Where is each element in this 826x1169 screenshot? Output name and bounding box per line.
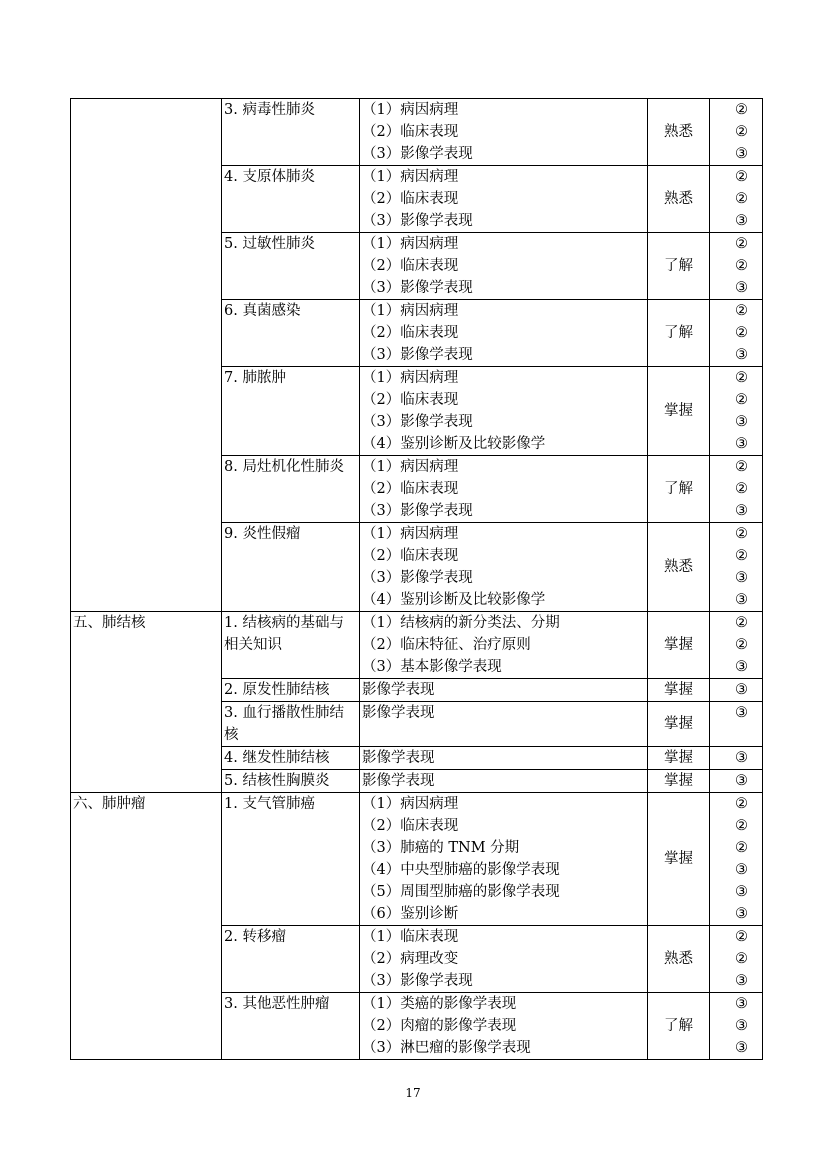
section-cell bbox=[71, 702, 222, 747]
content-item: （1）病因病理 bbox=[362, 236, 459, 252]
topic-cell bbox=[222, 300, 360, 367]
requirement-level: 掌握 bbox=[648, 679, 710, 702]
section-cell bbox=[71, 679, 222, 702]
section-cell bbox=[71, 233, 222, 300]
grade-mark: ② bbox=[735, 370, 748, 386]
grade-mark: ② bbox=[735, 169, 748, 185]
table-row bbox=[71, 926, 763, 993]
grade-cell bbox=[710, 926, 763, 993]
grade-cell bbox=[710, 679, 763, 702]
section-title: 六、肺肿瘤 bbox=[73, 796, 146, 812]
content-item: （3）影像学表现 bbox=[362, 570, 473, 586]
content-item: （3）影像学表现 bbox=[362, 146, 473, 162]
content-item: （3）影像学表现 bbox=[362, 414, 473, 430]
grade-mark: ② bbox=[735, 459, 748, 475]
table-row bbox=[71, 456, 763, 523]
topic-title: 4. 支原体肺炎 bbox=[224, 169, 315, 185]
content-item: （2）临床表现 bbox=[362, 818, 459, 834]
page-number: 17 bbox=[405, 1086, 421, 1100]
grade-mark: ② bbox=[735, 526, 748, 542]
topic-title: 1. 支气管肺癌 bbox=[224, 796, 315, 812]
content-item: （4）中央型肺癌的影像学表现 bbox=[362, 862, 560, 878]
content-cell bbox=[360, 523, 648, 612]
content-cell bbox=[360, 993, 648, 1060]
table-row bbox=[71, 523, 763, 612]
content-cell bbox=[360, 456, 648, 523]
syllabus-table bbox=[70, 98, 763, 1060]
table-row bbox=[71, 770, 763, 793]
content-cell bbox=[360, 367, 648, 456]
requirement-level: 了解 bbox=[648, 993, 710, 1060]
requirement-level: 掌握 bbox=[648, 702, 710, 747]
content-cell bbox=[360, 793, 648, 926]
grade-mark: ② bbox=[735, 102, 748, 118]
topic-title: 5. 结核性胸膜炎 bbox=[224, 773, 330, 789]
content-item: （2）临床表现 bbox=[362, 392, 459, 408]
grade-mark: ② bbox=[735, 258, 748, 274]
topic-cell bbox=[222, 926, 360, 993]
content-item: （1）结核病的新分类法、分期 bbox=[362, 615, 560, 631]
content-item: （2）病理改变 bbox=[362, 951, 459, 967]
grade-mark: ② bbox=[735, 392, 748, 408]
grade-mark: ③ bbox=[735, 146, 748, 162]
topic-cell bbox=[222, 166, 360, 233]
content-item: （1）病因病理 bbox=[362, 526, 459, 542]
requirement-level: 熟悉 bbox=[648, 166, 710, 233]
grade-cell bbox=[710, 99, 763, 166]
grade-cell bbox=[710, 702, 763, 747]
content-cell bbox=[360, 166, 648, 233]
content-item: （3）基本影像学表现 bbox=[362, 659, 502, 675]
section-cell bbox=[71, 770, 222, 793]
grade-mark: ② bbox=[735, 929, 748, 945]
topic-cell bbox=[222, 702, 360, 747]
grade-cell bbox=[710, 770, 763, 793]
grade-mark: ③ bbox=[735, 1040, 748, 1056]
topic-cell bbox=[222, 770, 360, 793]
content-item: 影像学表现 bbox=[362, 682, 435, 698]
content-item: （3）影像学表现 bbox=[362, 347, 473, 363]
content-cell bbox=[360, 770, 648, 793]
section-cell bbox=[71, 367, 222, 456]
grade-mark: ③ bbox=[735, 280, 748, 296]
topic-cell bbox=[222, 679, 360, 702]
requirement-level: 了解 bbox=[648, 300, 710, 367]
section-cell bbox=[71, 456, 222, 523]
grade-mark: ③ bbox=[735, 884, 748, 900]
content-item: （1）病因病理 bbox=[362, 169, 459, 185]
topic-title: 9. 炎性假瘤 bbox=[224, 526, 301, 542]
section-cell bbox=[71, 300, 222, 367]
topic-cell bbox=[222, 456, 360, 523]
content-item: （2）临床表现 bbox=[362, 124, 459, 140]
grade-mark: ② bbox=[735, 951, 748, 967]
requirement-level: 了解 bbox=[648, 233, 710, 300]
content-item: （2）肉瘤的影像学表现 bbox=[362, 1018, 517, 1034]
grade-mark: ② bbox=[735, 191, 748, 207]
grade-mark: ③ bbox=[735, 705, 748, 721]
grade-cell bbox=[710, 747, 763, 770]
content-item: （1）类癌的影像学表现 bbox=[362, 996, 517, 1012]
grade-mark: ③ bbox=[735, 414, 748, 430]
topic-cell bbox=[222, 233, 360, 300]
content-item: 影像学表现 bbox=[362, 773, 435, 789]
content-item: （1）病因病理 bbox=[362, 796, 459, 812]
grade-cell bbox=[710, 993, 763, 1060]
requirement-level: 熟悉 bbox=[648, 926, 710, 993]
table-row bbox=[71, 793, 763, 926]
topic-title: 4. 继发性肺结核 bbox=[224, 750, 330, 766]
table-row bbox=[71, 702, 763, 747]
grade-mark: ② bbox=[735, 818, 748, 834]
grade-mark: ③ bbox=[735, 213, 748, 229]
topic-title: 1. 结核病的基础与相关知识 bbox=[224, 615, 344, 653]
content-item: （1）病因病理 bbox=[362, 102, 459, 118]
content-item: （3）影像学表现 bbox=[362, 973, 473, 989]
grade-cell bbox=[710, 300, 763, 367]
content-item: 影像学表现 bbox=[362, 705, 435, 721]
requirement-level: 熟悉 bbox=[648, 99, 710, 166]
content-item: （2）临床特征、治疗原则 bbox=[362, 637, 531, 653]
content-item: （4）鉴别诊断及比较影像学 bbox=[362, 436, 546, 452]
grade-cell bbox=[710, 166, 763, 233]
requirement-level: 了解 bbox=[648, 456, 710, 523]
grade-mark: ② bbox=[735, 637, 748, 653]
content-cell bbox=[360, 926, 648, 993]
section-cell bbox=[71, 993, 222, 1060]
requirement-level: 熟悉 bbox=[648, 523, 710, 612]
grade-mark: ② bbox=[735, 840, 748, 856]
grade-mark: ③ bbox=[735, 996, 748, 1012]
table-row bbox=[71, 367, 763, 456]
content-cell bbox=[360, 747, 648, 770]
grade-mark: ③ bbox=[735, 347, 748, 363]
topic-title: 7. 肺脓肿 bbox=[224, 370, 286, 386]
grade-cell bbox=[710, 456, 763, 523]
grade-mark: ② bbox=[735, 615, 748, 631]
topic-cell bbox=[222, 99, 360, 166]
grade-mark: ② bbox=[735, 796, 748, 812]
content-item: （2）临床表现 bbox=[362, 548, 459, 564]
content-item: （1）病因病理 bbox=[362, 459, 459, 475]
section-cell bbox=[71, 612, 222, 679]
content-cell bbox=[360, 99, 648, 166]
content-cell bbox=[360, 612, 648, 679]
topic-title: 6. 真菌感染 bbox=[224, 303, 301, 319]
topic-title: 2. 原发性肺结核 bbox=[224, 682, 330, 698]
content-item: 影像学表现 bbox=[362, 750, 435, 766]
content-item: （3）肺癌的 TNM 分期 bbox=[362, 840, 520, 856]
content-item: （2）临床表现 bbox=[362, 481, 459, 497]
grade-mark: ③ bbox=[735, 570, 748, 586]
content-item: （3）影像学表现 bbox=[362, 503, 473, 519]
grade-mark: ② bbox=[735, 303, 748, 319]
section-cell bbox=[71, 166, 222, 233]
grade-mark: ③ bbox=[735, 862, 748, 878]
content-item: （2）临床表现 bbox=[362, 191, 459, 207]
grade-cell bbox=[710, 233, 763, 300]
requirement-level: 掌握 bbox=[648, 747, 710, 770]
table-row bbox=[71, 233, 763, 300]
grade-mark: ③ bbox=[735, 436, 748, 452]
content-item: （6）鉴别诊断 bbox=[362, 906, 459, 922]
content-item: （3）影像学表现 bbox=[362, 280, 473, 296]
grade-mark: ③ bbox=[735, 682, 748, 698]
grade-mark: ② bbox=[735, 548, 748, 564]
section-cell bbox=[71, 793, 222, 926]
topic-title: 5. 过敏性肺炎 bbox=[224, 236, 315, 252]
grade-cell bbox=[710, 523, 763, 612]
topic-title: 8. 局灶机化性肺炎 bbox=[224, 459, 344, 475]
content-item: （4）鉴别诊断及比较影像学 bbox=[362, 592, 546, 608]
table-row bbox=[71, 993, 763, 1060]
section-cell bbox=[71, 99, 222, 166]
content-item: （3）影像学表现 bbox=[362, 213, 473, 229]
content-item: （1）病因病理 bbox=[362, 303, 459, 319]
table-row bbox=[71, 300, 763, 367]
content-cell bbox=[360, 233, 648, 300]
content-cell bbox=[360, 679, 648, 702]
section-title: 五、肺结核 bbox=[73, 615, 146, 631]
grade-mark: ③ bbox=[735, 659, 748, 675]
topic-title: 2. 转移瘤 bbox=[224, 929, 286, 945]
table-row bbox=[71, 99, 763, 166]
topic-title: 3. 病毒性肺炎 bbox=[224, 102, 315, 118]
table-row bbox=[71, 747, 763, 770]
requirement-level: 掌握 bbox=[648, 612, 710, 679]
table-row bbox=[71, 679, 763, 702]
grade-mark: ② bbox=[735, 325, 748, 341]
grade-mark: ③ bbox=[735, 973, 748, 989]
requirement-level: 掌握 bbox=[648, 770, 710, 793]
grade-mark: ③ bbox=[735, 906, 748, 922]
topic-cell bbox=[222, 793, 360, 926]
requirement-level: 掌握 bbox=[648, 793, 710, 926]
section-cell bbox=[71, 523, 222, 612]
table-row bbox=[71, 166, 763, 233]
section-cell bbox=[71, 926, 222, 993]
content-item: （2）临床表现 bbox=[362, 325, 459, 341]
content-item: （1）临床表现 bbox=[362, 929, 459, 945]
grade-cell bbox=[710, 367, 763, 456]
section-cell bbox=[71, 747, 222, 770]
content-item: （3）淋巴瘤的影像学表现 bbox=[362, 1040, 531, 1056]
content-cell bbox=[360, 702, 648, 747]
grade-mark: ③ bbox=[735, 750, 748, 766]
table-body bbox=[71, 99, 763, 1060]
grade-mark: ② bbox=[735, 124, 748, 140]
content-item: （1）病因病理 bbox=[362, 370, 459, 386]
grade-mark: ③ bbox=[735, 773, 748, 789]
topic-title: 3. 其他恶性肿瘤 bbox=[224, 996, 330, 1012]
grade-mark: ② bbox=[735, 481, 748, 497]
topic-cell bbox=[222, 747, 360, 770]
grade-cell bbox=[710, 793, 763, 926]
table-row bbox=[71, 612, 763, 679]
topic-cell bbox=[222, 612, 360, 679]
grade-mark: ③ bbox=[735, 1018, 748, 1034]
content-item: （5）周围型肺癌的影像学表现 bbox=[362, 884, 560, 900]
grade-mark: ③ bbox=[735, 592, 748, 608]
grade-cell bbox=[710, 612, 763, 679]
content-cell bbox=[360, 300, 648, 367]
topic-cell bbox=[222, 367, 360, 456]
requirement-level: 掌握 bbox=[648, 367, 710, 456]
topic-cell bbox=[222, 523, 360, 612]
content-item: （2）临床表现 bbox=[362, 258, 459, 274]
grade-mark: ② bbox=[735, 236, 748, 252]
topic-title: 3. 血行播散性肺结核 bbox=[224, 705, 344, 743]
topic-cell bbox=[222, 993, 360, 1060]
grade-mark: ③ bbox=[735, 503, 748, 519]
